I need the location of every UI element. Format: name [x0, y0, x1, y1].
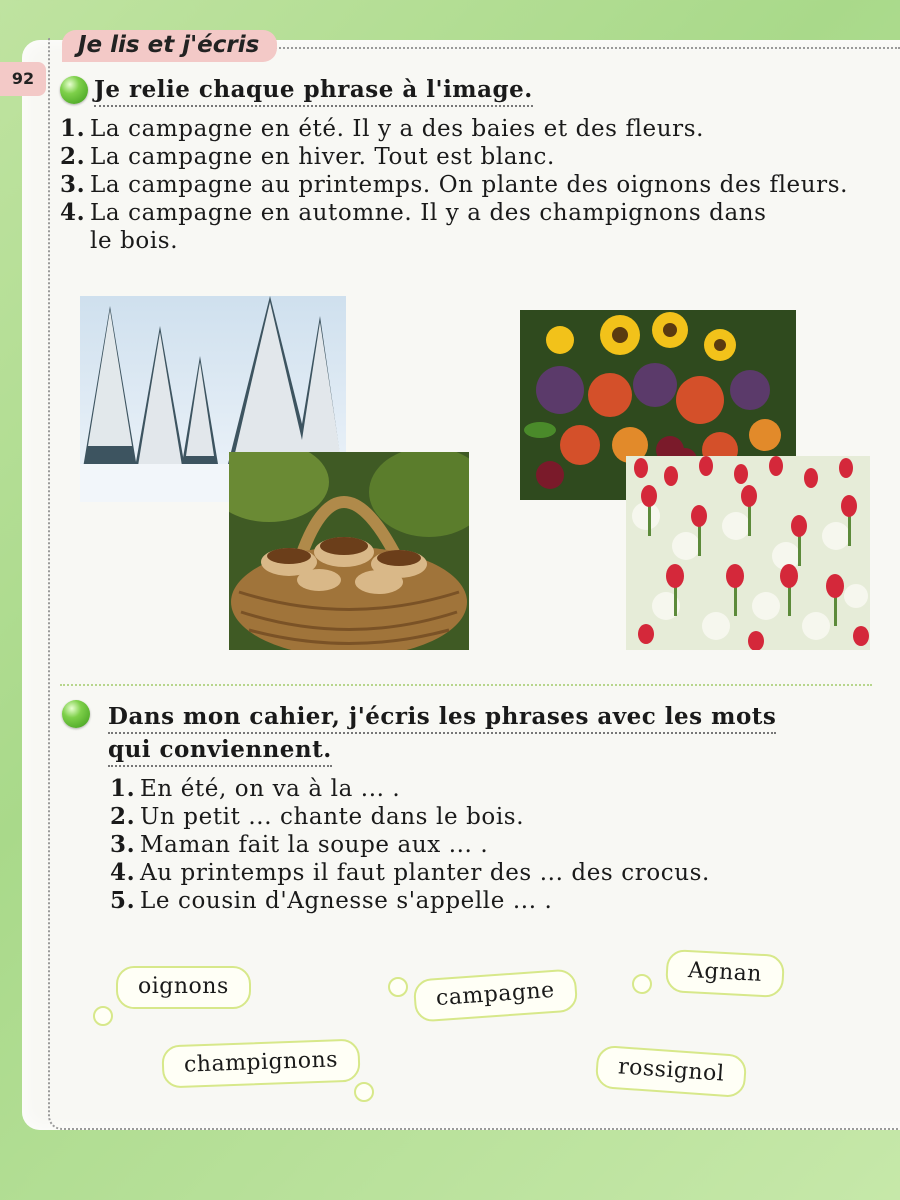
top-divider — [240, 47, 900, 49]
list-item — [60, 199, 900, 227]
item-text: Le cousin d'Agnesse s'appelle ... . — [140, 888, 553, 914]
item-text: La campagne au printemps. On plante des oignons des fleurs. — [90, 172, 849, 198]
item-text: En été, on va à la ... . — [140, 776, 401, 802]
list-item — [110, 775, 870, 803]
list-item-continuation — [60, 227, 900, 255]
exercise1-list — [60, 115, 900, 255]
exercise1-title-text: Je relie chaque phrase à l'image. — [94, 76, 533, 107]
bubble-dot — [93, 1006, 113, 1026]
bubble-dot — [388, 977, 408, 997]
word-card-rossignol: rossignol — [595, 1045, 748, 1098]
item-number: 1. — [60, 115, 86, 142]
list-item — [60, 115, 900, 143]
item-text: La campagne en automne. Il y a des champignons dans — [90, 200, 767, 226]
word-card-oignons: oignons — [116, 966, 251, 1009]
word-card-campagne: campagne — [413, 968, 578, 1022]
exercise-bullet-icon — [60, 76, 88, 104]
item-text: Un petit ... chante dans le bois. — [140, 804, 525, 830]
item-text: le bois. — [90, 228, 179, 254]
item-number: 1. — [110, 775, 136, 802]
item-number: 3. — [110, 831, 136, 858]
exercise2-title-line2: qui conviennent. — [108, 736, 332, 767]
item-number: 4. — [60, 199, 86, 226]
exercise2-title — [108, 700, 776, 766]
item-number: 3. — [60, 171, 86, 198]
mushroom-basket-photo — [229, 452, 469, 650]
exercise2-list — [110, 775, 870, 915]
exercise-bullet-icon — [62, 700, 90, 728]
bubble-dot — [354, 1082, 374, 1102]
item-text: La campagne en été. Il y a des baies et des fleurs. — [90, 116, 705, 142]
item-number: 2. — [110, 803, 136, 830]
item-text: Au printemps il faut planter des ... des crocus. — [140, 860, 710, 886]
exercise2-title-line1: Dans mon cahier, j'écris les phrases avec les mots — [108, 703, 776, 734]
page-number: 92 — [0, 62, 46, 96]
list-item — [110, 859, 870, 887]
item-number: 4. — [110, 859, 136, 886]
word-card-agnan: Agnan — [665, 949, 785, 998]
list-item — [110, 887, 870, 915]
bubble-dot — [632, 974, 652, 994]
list-item — [110, 831, 870, 859]
item-text: La campagne en hiver. Tout est blanc. — [90, 144, 555, 170]
item-number: 5. — [110, 887, 136, 914]
tulips-photo — [626, 456, 870, 650]
section-tab: Je lis et j'écris — [62, 30, 277, 62]
word-card-champignons: champignons — [161, 1039, 360, 1089]
list-item — [110, 803, 870, 831]
list-item — [60, 171, 900, 199]
section-divider — [60, 684, 872, 686]
item-text: Maman fait la soupe aux ... . — [140, 832, 489, 858]
exercise1-title — [94, 76, 533, 103]
item-number: 2. — [60, 143, 86, 170]
list-item — [60, 143, 900, 171]
